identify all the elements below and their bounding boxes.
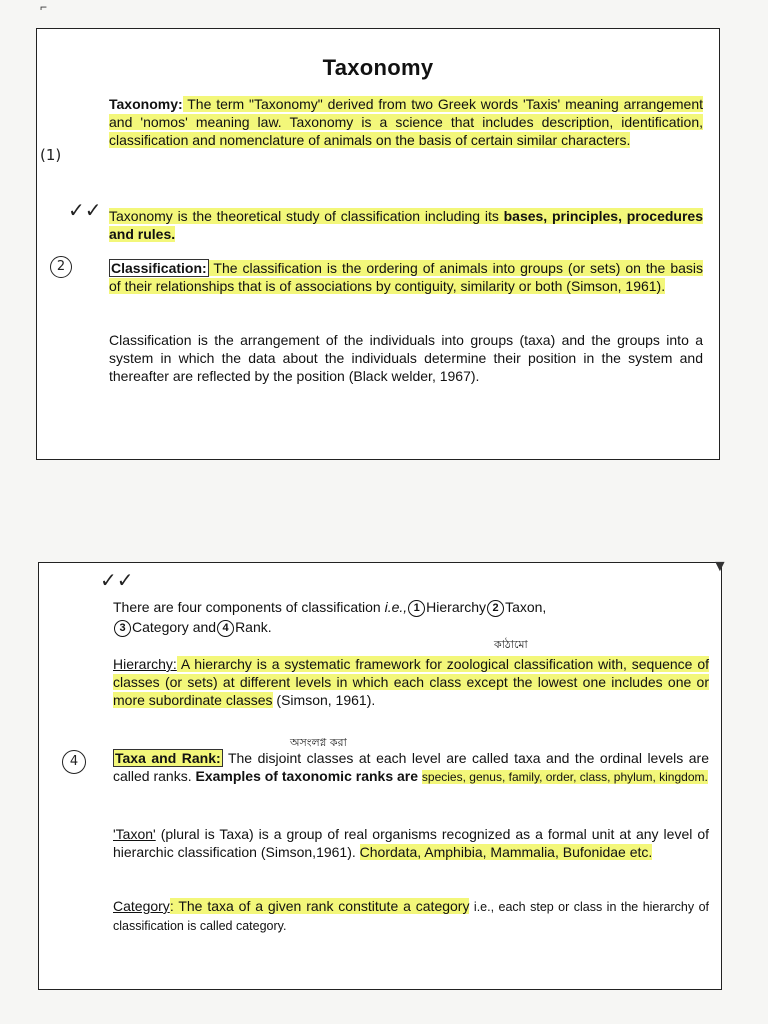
term-hierarchy: Hierarchy: [113,656,177,672]
classification-definition: Classification: The classification is the ordering of animals into groups (or sets) on the basis of their relationships that is of associations by contiguity, similarity or both (Simson, 1961). [109,260,703,294]
scan-mark: ⌐ [40,0,48,14]
taxa-and-rank-definition: Taxa and Rank: The disjoint classes at each level are called taxa and the ordinal levels are called ranks. Examples of taxonomic ranks are species, genus, family, order, class, phylum, kingdom. [113,750,709,784]
category-definition: Category: The taxa of a given rank constitute a category i.e., each step or class in the hierarchy of classification is called category. [113,898,709,933]
taxon-definition: 'Taxon' (plural is Taxa) is a group of real organisms recognized as a formal unit at any level of hierarchic classification (Simson,1961). Chordata, Amphibia, Mammalia, Bufonidae etc. [113,826,709,860]
slide-title: Taxonomy [322,55,434,80]
theoretical-study-text: Taxonomy is the theoretical study of classification including its bases, principles, procedures and rules. [109,208,703,242]
margin-mark-1: (1) [40,146,62,164]
handwritten-note-disjoint: অসংলগ্ন করা [290,736,347,749]
slide-classification-components [38,562,722,990]
slide-taxonomy [36,28,720,460]
term-taxonomy: Taxonomy: [109,96,183,112]
margin-mark-2: 2 [50,256,72,278]
science-text: Taxonomy is a science that includes description, identification, classification and nomenclature of animals on the basis of certain similar characters. [109,114,703,148]
double-check-mark-2: ✓✓ [100,568,134,592]
term-category: Category [113,898,170,914]
classification-arrangement-text: Classification is the arrangement of the individuals into groups (taxa) and the groups into a system in which the data about the individuals determine their position in the system and thereafter are reflected by the position (Black welder, 1967). [109,332,703,384]
term-taxa-and-rank: Taxa and Rank: [115,750,221,766]
handwritten-note-framework: কাঠামো [494,638,528,651]
taxonomy-definition [109,95,703,149]
double-check-mark: ✓✓ [68,198,102,222]
term-classification: Classification: [111,260,207,276]
hierarchy-definition: Hierarchy: A hierarchy is a systematic framework for zoological classification with, sequence of classes (or sets) at different levels in which each class except the lowest one includes one or more subordinate classes (Simson, 1961). [113,656,709,708]
corner-arrow-icon: ▼ [712,558,728,575]
four-components-intro: There are four components of classification i.e., 1 Hierarchy 2 Taxon, 3 Category and 4 Rank. [113,599,547,635]
etymology-text: The term "Taxonomy" derived from two Greek words 'Taxis' meaning arrangement and 'nomos' meaning law. [109,96,703,130]
term-taxon: 'Taxon' [113,826,156,842]
margin-mark-4: 4 [62,750,86,774]
